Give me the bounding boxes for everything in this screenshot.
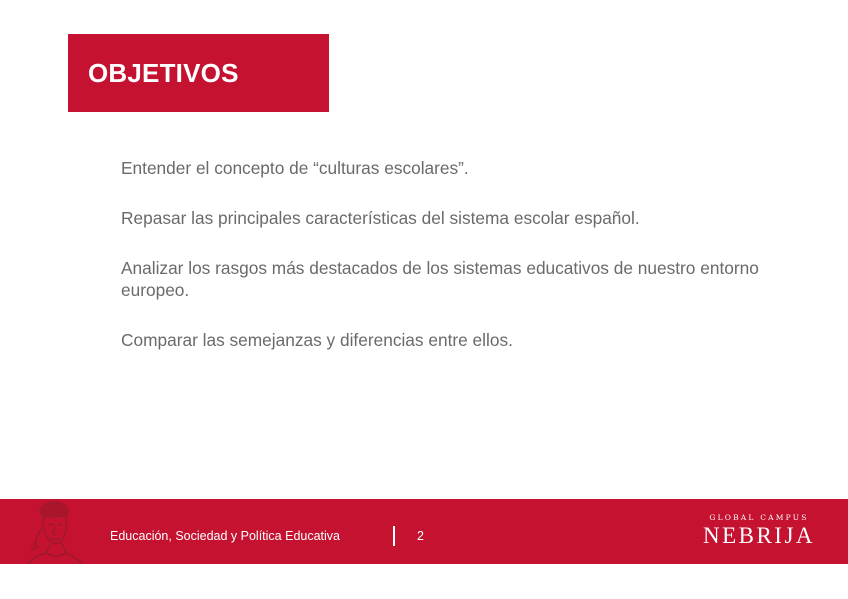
logo-subtitle: GLOBAL CAMPUS xyxy=(709,513,809,522)
course-title: Educación, Sociedad y Política Educativa xyxy=(110,529,340,543)
logo-wordmark: NEBRIJA xyxy=(702,523,816,548)
slide-footer xyxy=(0,499,848,564)
objective-item: Comparar las semejanzas y diferencias entre ellos. xyxy=(121,330,513,350)
title-banner xyxy=(68,34,329,112)
slide-title: OBJETIVOS xyxy=(88,57,239,88)
footer-divider xyxy=(393,526,395,546)
nebrija-logo xyxy=(700,513,818,549)
objective-item: Entender el concepto de “culturas escolares”. xyxy=(121,158,469,178)
portrait-icon xyxy=(22,499,88,564)
objective-item: Repasar las principales características del sistema escolar español. xyxy=(121,208,640,228)
page-number: 2 xyxy=(417,529,424,543)
objective-item: Analizar los rasgos más destacados de los sistemas educativos de nuestro entorno europeo. xyxy=(121,258,759,300)
objectives-list xyxy=(121,157,781,379)
